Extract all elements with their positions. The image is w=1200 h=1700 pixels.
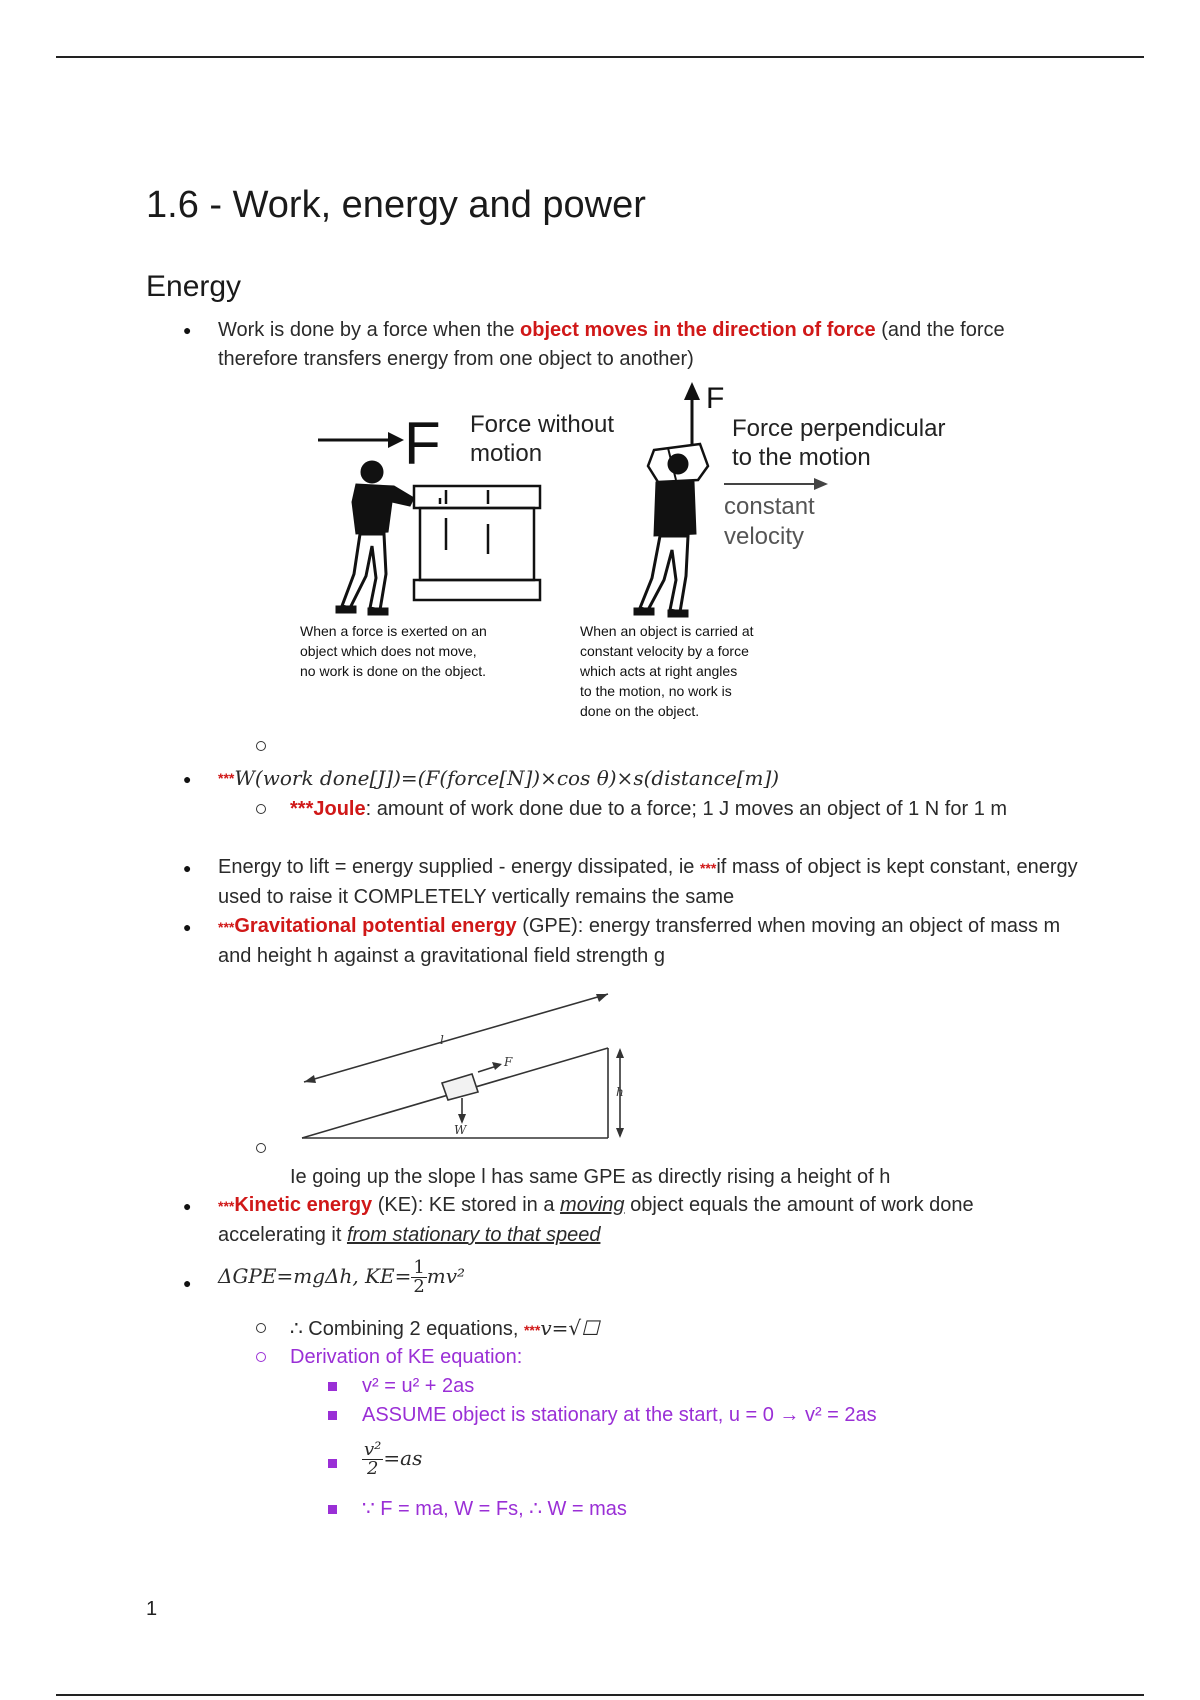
formula-tail: =as	[383, 1446, 423, 1470]
label-f: F	[504, 1055, 513, 1069]
bullet-ke-definition	[218, 1191, 1078, 1250]
sub-bullet-circle	[256, 1352, 266, 1362]
block	[442, 1074, 478, 1100]
arrow-head	[616, 1048, 624, 1058]
force-letter-right: F	[706, 382, 725, 415]
bullet-dot: ●	[183, 1198, 192, 1214]
page-number: 1	[146, 1598, 158, 1620]
text-span: (GPE): energy transferred when moving an object of mass m and height h against a gravitational field strength g	[218, 915, 1061, 967]
fraction-v-squared-over-2	[362, 1441, 383, 1478]
derivation-step-4: ∵ F = ma, W = Fs, ∴ W = mas	[362, 1498, 627, 1520]
arrow-head	[596, 994, 608, 1002]
sub-bullet-circle	[256, 804, 266, 814]
sub-bullet-circle	[256, 741, 266, 751]
numerator: v²	[364, 1439, 382, 1461]
label-to-the-motion: to the motion	[732, 444, 871, 471]
square-bullet	[328, 1382, 337, 1391]
section-heading-energy: Energy	[146, 270, 242, 303]
slope-note: Ie going up the slope l has same GPE as directly rising a height of h	[290, 1166, 891, 1188]
arrow-head	[492, 1062, 502, 1070]
figure-inclined-plane	[290, 950, 1060, 1146]
sub-bullet-circle	[256, 1143, 266, 1153]
bullet-work-formula	[218, 764, 1078, 794]
caption-left-line: When a force is exerted on an	[300, 623, 487, 639]
text-span: (and the force therefore transfers energy from one object to another)	[218, 319, 1005, 370]
importance-stars: ***	[523, 1322, 541, 1338]
bottom-rule	[56, 1694, 1144, 1696]
derivation-step-3	[362, 1434, 762, 1483]
caption-right-line: When an object is carried at	[580, 623, 754, 639]
label-l: l	[440, 1033, 444, 1047]
caption-left-line: object which does not move,	[300, 643, 477, 659]
work-formula: W(work done[J])=(F(force[N])×cos θ)×s(distance[m])	[234, 766, 780, 790]
formula-tail: mv²	[426, 1264, 466, 1288]
highlight-text: object moves in the direction of force	[520, 319, 876, 341]
arrow-head	[684, 382, 700, 400]
label-velocity: velocity	[724, 523, 805, 550]
importance-stars: ***	[218, 919, 235, 935]
top-rule	[56, 56, 1144, 58]
highlight-text: Gravitational potential energy	[234, 915, 517, 937]
figure-force-no-work	[296, 374, 976, 754]
importance-stars: ***	[218, 770, 235, 786]
page-title: 1.6 - Work, energy and power	[146, 184, 646, 226]
arrow-head	[388, 432, 404, 448]
sub-derivation-heading: Derivation of KE equation:	[290, 1346, 523, 1368]
underlined-text: moving	[560, 1194, 625, 1216]
derivation-step-1: v² = u² + 2as	[362, 1375, 475, 1397]
label-motion: motion	[470, 440, 543, 467]
label-force-perpendicular: Force perpendicular	[732, 415, 946, 442]
crate	[414, 486, 540, 600]
denominator: 2	[413, 1276, 425, 1298]
sub-combining-equations	[290, 1314, 1090, 1345]
bullet-dot: ●	[183, 860, 192, 876]
text-span: : amount of work done due to a force; 1 J moves an object of 1 N for 1 m	[365, 798, 1008, 820]
caption-right-line: which acts at right angles	[580, 663, 738, 679]
fraction-half	[411, 1259, 426, 1296]
label-h: h	[616, 1085, 624, 1099]
caption-right-line: constant velocity by a force	[580, 643, 749, 659]
bullet-energy-to-lift	[218, 853, 1078, 912]
caption-right-line: to the motion, no work is	[580, 683, 732, 699]
arrow-head	[814, 478, 828, 490]
underlined-text: from stationary to that speed	[346, 1224, 601, 1246]
text-span: if mass of object is kept constant, energy used to raise it COMPLETELY vertically remains the same	[218, 856, 1078, 908]
bullet-dot: ●	[183, 322, 192, 338]
text-span: object equals the amount of work done accelerating it	[218, 1194, 974, 1246]
text-span: (KE): KE stored in a	[372, 1194, 561, 1216]
person-pushing	[336, 461, 414, 615]
person-carrying	[634, 444, 708, 617]
importance-stars: ***	[218, 1198, 235, 1214]
text-span: ∴ Combining 2 equations,	[290, 1318, 524, 1340]
derivation-step-2: ASSUME object is stationary at the start, u = 0 → v² = 2as	[362, 1404, 877, 1426]
bullet-work-definition	[218, 316, 1078, 374]
bullet-dot: ●	[183, 771, 192, 787]
caption-left-line: no work is done on the object.	[300, 663, 487, 679]
arrow-head	[304, 1075, 316, 1083]
velocity-formula: v=√☐	[540, 1316, 600, 1340]
denominator: 2	[366, 1458, 379, 1480]
numerator: 1	[413, 1257, 425, 1279]
square-bullet	[328, 1505, 337, 1514]
importance-stars: ***	[699, 860, 717, 876]
bullet-dot: ●	[183, 1275, 192, 1291]
force-letter-left: F	[404, 410, 441, 477]
label-constant: constant	[724, 493, 815, 520]
highlight-text: ***Joule	[290, 798, 366, 820]
caption-right-line: done on the object.	[580, 703, 700, 719]
sub-bullet-circle	[256, 1323, 266, 1333]
text-span: Work is done by a force when the	[218, 319, 521, 341]
label-w: W	[454, 1123, 467, 1137]
formula-gpe-ke: ΔGPE=mgΔh, KE=	[218, 1264, 412, 1288]
square-bullet	[328, 1411, 337, 1420]
bullet-gpe-ke-formulas	[218, 1254, 1078, 1299]
bullet-dot: ●	[183, 919, 192, 935]
length-arrow	[304, 994, 608, 1082]
label-force-without: Force without	[470, 411, 615, 438]
arrow-head	[616, 1128, 624, 1138]
sub-joule-definition	[290, 795, 1080, 824]
text-span: Energy to lift = energy supplied - energy dissipated, ie	[218, 856, 700, 878]
square-bullet	[328, 1459, 337, 1468]
highlight-text: Kinetic energy	[234, 1194, 373, 1216]
